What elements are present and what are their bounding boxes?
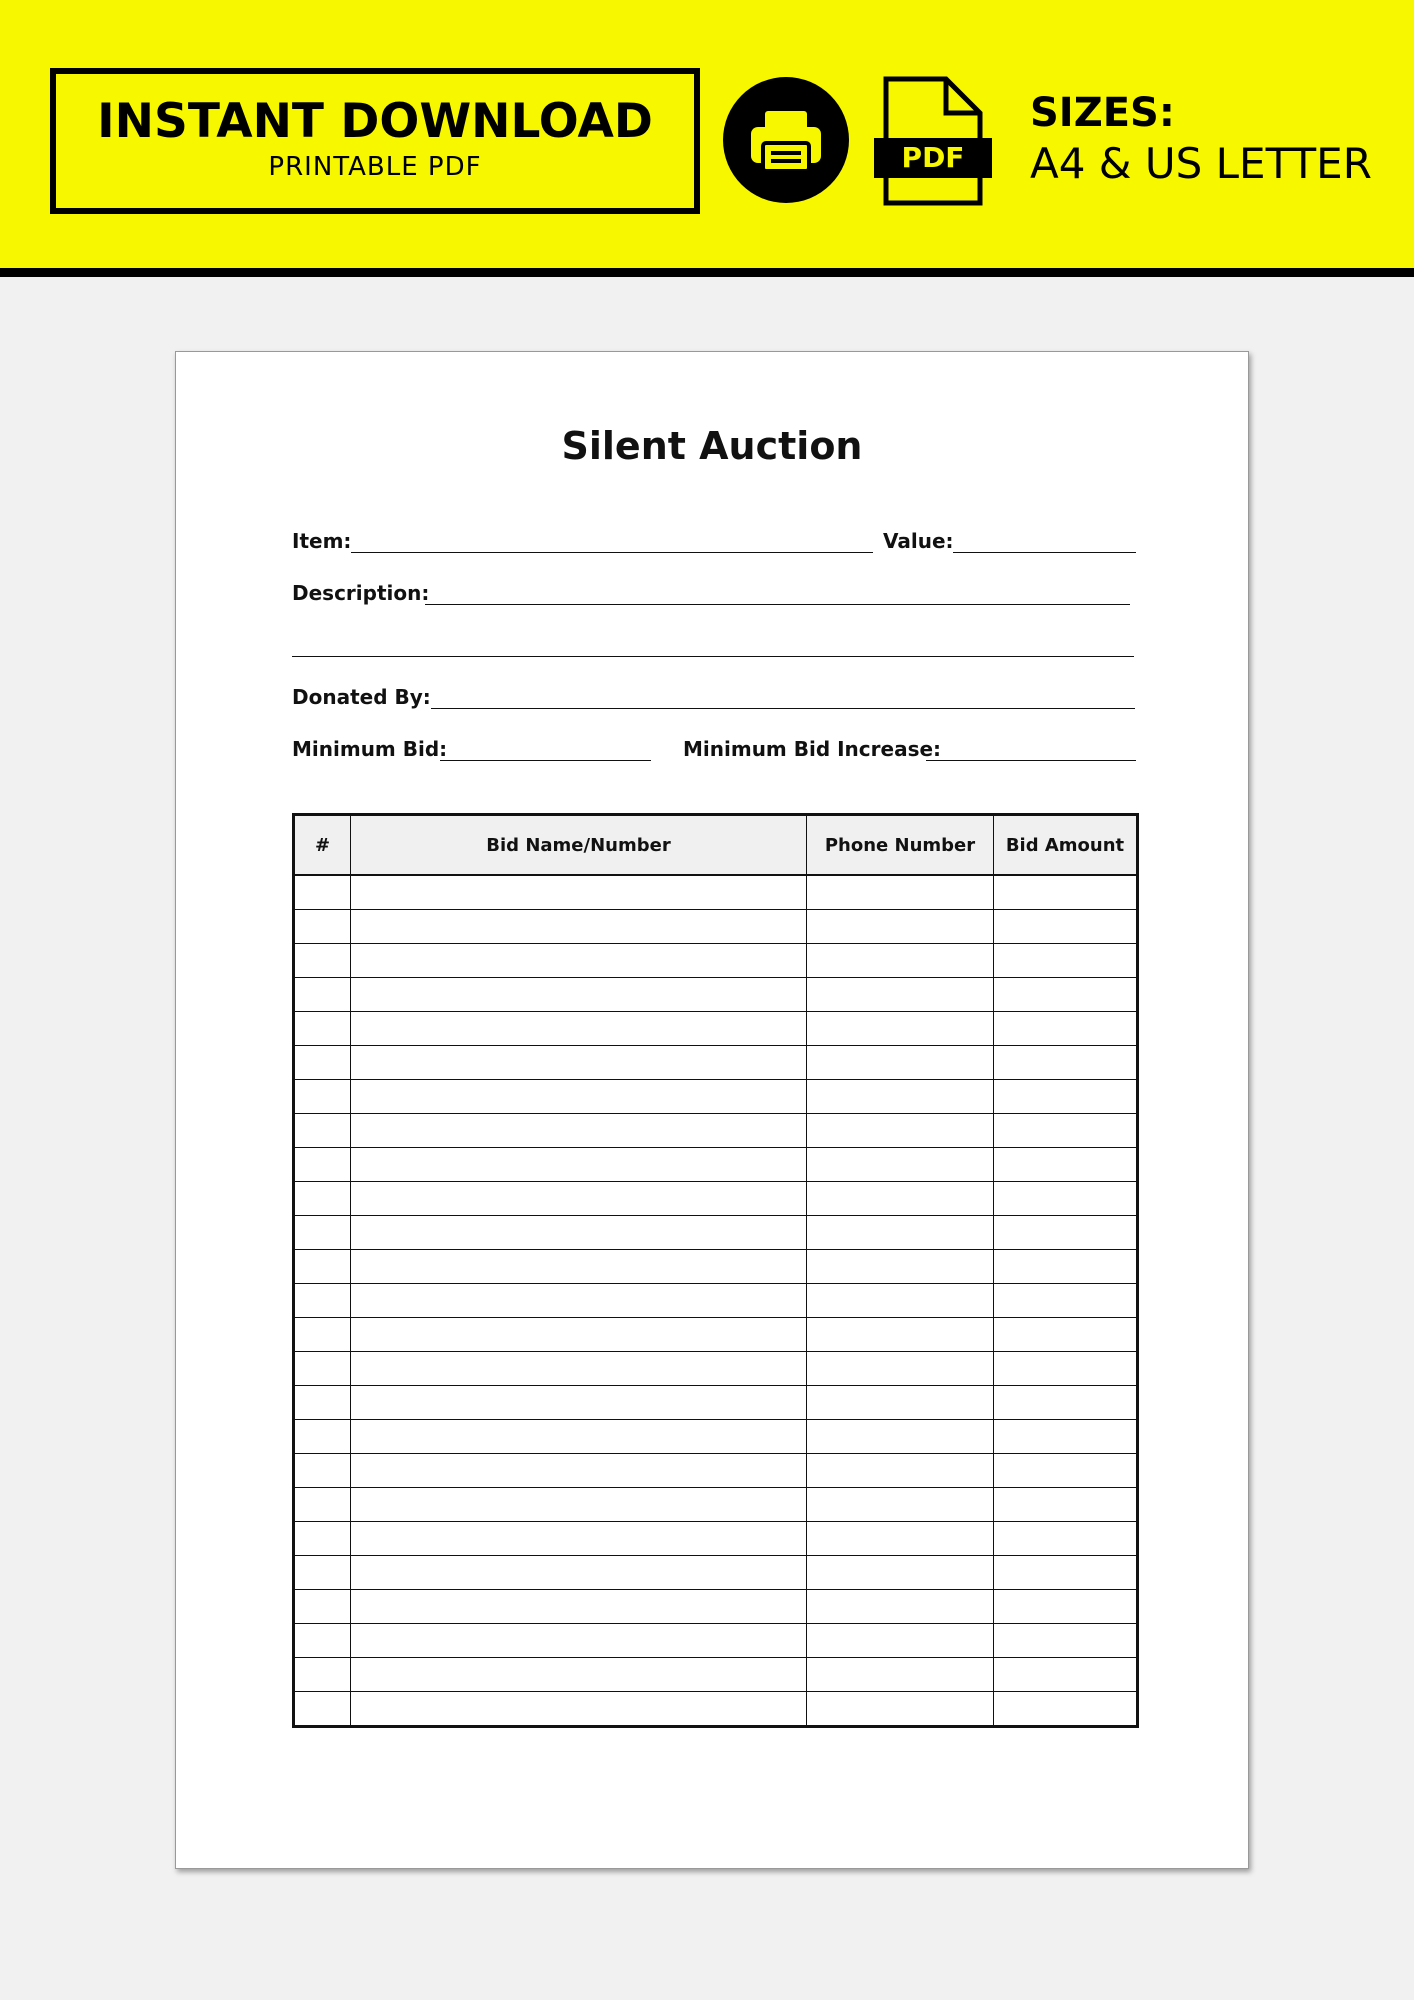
table-cell (807, 1216, 994, 1250)
bid-table (292, 813, 1139, 1728)
donated-by-line (431, 708, 1135, 709)
table-row (294, 1522, 1138, 1556)
badge-title: INSTANT DOWNLOAD (97, 94, 653, 149)
table-cell (294, 1182, 351, 1216)
table-cell (994, 1080, 1138, 1114)
table-cell (351, 1216, 807, 1250)
minimum-bid-line (440, 760, 651, 761)
bid-table-header (294, 815, 1138, 876)
table-cell (351, 1692, 807, 1727)
minimum-bid-label: Minimum Bid: (292, 737, 448, 761)
value-label: Value: (883, 529, 954, 553)
table-cell (351, 1454, 807, 1488)
table-row (294, 1454, 1138, 1488)
table-cell (994, 875, 1138, 910)
table-cell (807, 1284, 994, 1318)
table-cell (294, 1148, 351, 1182)
table-cell (351, 1284, 807, 1318)
table-cell (351, 1420, 807, 1454)
table-row (294, 1590, 1138, 1624)
table-cell (807, 1454, 994, 1488)
table-cell (294, 1046, 351, 1080)
description-label: Description: (292, 581, 430, 605)
table-row (294, 1420, 1138, 1454)
col-header-bid-name: Bid Name/Number (351, 815, 807, 876)
table-cell (351, 1590, 807, 1624)
table-cell (807, 1692, 994, 1727)
table-cell (294, 1250, 351, 1284)
table-row (294, 1386, 1138, 1420)
pdf-icon-label: PDF (901, 141, 965, 174)
col-header-number: # (294, 815, 351, 876)
bid-table-body (294, 875, 1138, 1727)
table-cell (351, 1182, 807, 1216)
table-cell (351, 1352, 807, 1386)
table-cell (994, 1420, 1138, 1454)
table-cell (294, 1318, 351, 1352)
badge-subtitle: PRINTABLE PDF (268, 152, 482, 182)
table-cell (807, 1012, 994, 1046)
table-cell (994, 1012, 1138, 1046)
donated-by-label: Donated By: (292, 685, 431, 709)
table-cell (807, 978, 994, 1012)
table-cell (294, 1420, 351, 1454)
table-cell (807, 1114, 994, 1148)
minimum-bid-increase-label: Minimum Bid Increase: (683, 737, 942, 761)
table-row (294, 1182, 1138, 1216)
table-cell (351, 1114, 807, 1148)
table-row (294, 1046, 1138, 1080)
table-row (294, 1488, 1138, 1522)
table-cell (807, 1080, 994, 1114)
table-cell (351, 1386, 807, 1420)
table-row (294, 1624, 1138, 1658)
table-row (294, 875, 1138, 910)
table-cell (994, 1148, 1138, 1182)
table-row (294, 1148, 1138, 1182)
table-cell (807, 1250, 994, 1284)
table-cell (994, 1114, 1138, 1148)
table-row (294, 1250, 1138, 1284)
table-cell (807, 1590, 994, 1624)
table-cell (351, 944, 807, 978)
table-row (294, 910, 1138, 944)
col-header-phone: Phone Number (807, 815, 994, 876)
table-cell (994, 1182, 1138, 1216)
table-cell (807, 1522, 994, 1556)
table-cell (294, 944, 351, 978)
table-cell (294, 1114, 351, 1148)
table-cell (294, 1556, 351, 1590)
table-cell (351, 1624, 807, 1658)
table-cell (994, 1488, 1138, 1522)
table-row (294, 1012, 1138, 1046)
table-row (294, 1352, 1138, 1386)
table-cell (994, 1250, 1138, 1284)
auction-sheet (175, 351, 1249, 1869)
minimum-bid-increase-line (926, 760, 1136, 761)
table-cell (294, 1284, 351, 1318)
table-cell (994, 1454, 1138, 1488)
table-cell (994, 1046, 1138, 1080)
sizes-info (1030, 88, 1372, 190)
table-row (294, 1114, 1138, 1148)
promo-banner (0, 0, 1414, 277)
table-cell (807, 1658, 994, 1692)
table-row (294, 978, 1138, 1012)
table-cell (294, 1692, 351, 1727)
table-cell (294, 875, 351, 910)
table-cell (351, 1658, 807, 1692)
table-cell (994, 1590, 1138, 1624)
table-cell (807, 1352, 994, 1386)
table-cell (994, 1556, 1138, 1590)
table-cell (807, 1182, 994, 1216)
printer-icon (723, 77, 849, 203)
table-cell (351, 910, 807, 944)
table-cell (807, 1318, 994, 1352)
table-row (294, 944, 1138, 978)
table-cell (294, 978, 351, 1012)
table-cell (807, 1488, 994, 1522)
table-cell (807, 1624, 994, 1658)
table-cell (807, 875, 994, 910)
table-cell (351, 1318, 807, 1352)
table-cell (807, 1046, 994, 1080)
sizes-value: A4 & US LETTER (1030, 139, 1372, 188)
table-cell (294, 910, 351, 944)
table-row (294, 1692, 1138, 1727)
table-cell (351, 978, 807, 1012)
table-cell (294, 1658, 351, 1692)
item-line (351, 552, 873, 553)
table-cell (294, 1522, 351, 1556)
table-cell (294, 1454, 351, 1488)
table-cell (994, 1284, 1138, 1318)
table-cell (994, 1624, 1138, 1658)
table-cell (807, 944, 994, 978)
table-cell (994, 910, 1138, 944)
table-cell (807, 1386, 994, 1420)
table-cell (351, 1148, 807, 1182)
table-cell (994, 978, 1138, 1012)
table-cell (294, 1590, 351, 1624)
item-label: Item: (292, 529, 352, 553)
table-cell (351, 1046, 807, 1080)
table-cell (994, 1216, 1138, 1250)
table-cell (294, 1216, 351, 1250)
value-line (953, 552, 1136, 553)
table-cell (351, 1080, 807, 1114)
table-cell (351, 1250, 807, 1284)
table-cell (351, 1556, 807, 1590)
table-cell (351, 875, 807, 910)
table-cell (294, 1352, 351, 1386)
table-row (294, 1080, 1138, 1114)
table-cell (807, 1420, 994, 1454)
table-cell (294, 1386, 351, 1420)
table-cell (994, 1386, 1138, 1420)
table-cell (994, 1692, 1138, 1727)
table-cell (807, 1556, 994, 1590)
table-row (294, 1556, 1138, 1590)
table-row (294, 1318, 1138, 1352)
table-cell (351, 1488, 807, 1522)
sheet-title: Silent Auction (561, 424, 863, 468)
table-row (294, 1284, 1138, 1318)
table-cell (351, 1522, 807, 1556)
table-cell (994, 1318, 1138, 1352)
table-cell (994, 1352, 1138, 1386)
table-cell (994, 944, 1138, 978)
table-cell (807, 1148, 994, 1182)
table-cell (994, 1658, 1138, 1692)
table-cell (807, 910, 994, 944)
description-line-2 (292, 656, 1134, 657)
table-cell (294, 1488, 351, 1522)
table-cell (294, 1012, 351, 1046)
col-header-bid-amount: Bid Amount (994, 815, 1138, 876)
table-cell (294, 1080, 351, 1114)
table-cell (294, 1624, 351, 1658)
description-line (425, 604, 1130, 605)
table-row (294, 1216, 1138, 1250)
table-cell (351, 1012, 807, 1046)
sizes-label: SIZES: (1030, 90, 1175, 136)
instant-download-badge (50, 68, 700, 214)
table-row (294, 1658, 1138, 1692)
table-cell (994, 1522, 1138, 1556)
